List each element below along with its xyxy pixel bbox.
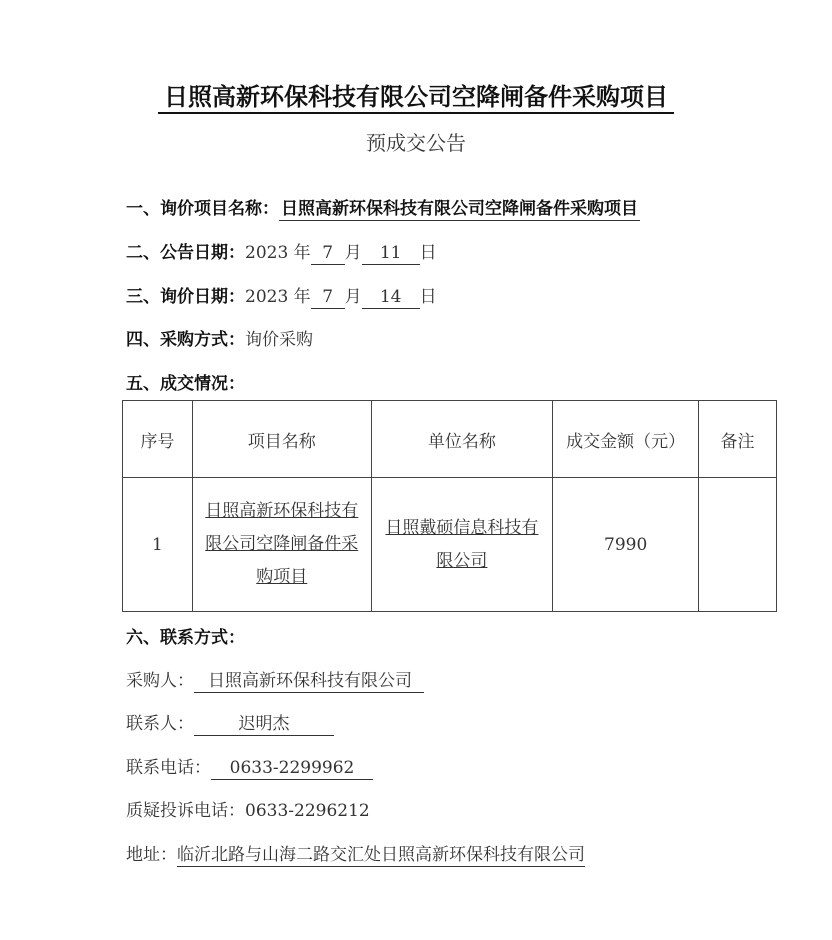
complaint-phone-label: 质疑投诉电话： (126, 801, 245, 821)
buyer-value: 日照高新环保科技有限公司 (194, 672, 424, 693)
cell-company-line: 日照戴硕信息科技有 (385, 517, 539, 538)
purchase-method-label: 四、采购方式： (126, 330, 245, 350)
contact-person-line (126, 709, 334, 736)
cell-index: 1 (123, 478, 193, 612)
contact-person-label: 联系人： (126, 714, 194, 734)
announce-date-month-suffix: 月 (344, 243, 362, 263)
inquiry-date-line (126, 282, 437, 309)
cell-company-line: 限公司 (436, 550, 488, 571)
table-header-row (123, 401, 777, 478)
inquiry-date-day: 14 (362, 288, 420, 309)
contact-heading-line (126, 623, 245, 648)
announce-date-day-suffix: 日 (419, 243, 437, 263)
announce-date-month: 7 (311, 244, 345, 265)
inquiry-date-month-suffix: 月 (344, 287, 362, 307)
complaint-phone-line (126, 796, 370, 821)
address-line (126, 840, 585, 867)
announce-date-year-suffix: 年 (293, 243, 311, 263)
cell-project-name (192, 478, 371, 612)
purchase-method-line (126, 325, 313, 350)
announce-date-label: 二、公告日期： (126, 243, 245, 263)
cell-project-line: 购项目 (256, 567, 308, 587)
address-value: 临沂北路与山海二路交汇处日照高新环保科技有限公司 (177, 845, 585, 865)
deal-result-line (126, 369, 245, 394)
header-remark: 备注 (699, 401, 777, 478)
deal-table (122, 400, 777, 612)
project-name-line (126, 194, 640, 221)
document-title (0, 77, 832, 112)
document-title-text: 日照高新环保科技有限公司空降闸备件采购项目 (158, 82, 674, 114)
buyer-line (126, 666, 424, 693)
address-label: 地址： (126, 845, 177, 865)
cell-project-line: 限公司空降闸备件采 (205, 534, 359, 554)
deal-result-label: 五、成交情况： (126, 374, 245, 394)
announce-date-day: 11 (362, 244, 420, 265)
cell-project-line: 日照高新环保科技有 (205, 501, 359, 521)
project-name-value: 日照高新环保科技有限公司空降闸备件采购项目 (281, 199, 638, 219)
inquiry-date-year: 2023 (245, 287, 289, 307)
header-index: 序号 (123, 401, 193, 478)
inquiry-date-year-suffix: 年 (293, 287, 311, 307)
header-company-name: 单位名称 (371, 401, 553, 478)
cell-company-name (371, 478, 553, 612)
announce-date-year: 2023 (245, 243, 289, 263)
inquiry-date-month: 7 (311, 288, 345, 309)
purchase-method-value: 询价采购 (245, 330, 313, 350)
inquiry-date-day-suffix: 日 (419, 287, 437, 307)
inquiry-date-label: 三、询价日期： (126, 287, 245, 307)
table-row (123, 478, 777, 612)
document-subtitle: 预成交公告 (366, 131, 466, 155)
phone-label: 联系电话： (126, 758, 211, 778)
contact-heading: 六、联系方式： (126, 628, 245, 648)
buyer-label: 采购人： (126, 671, 194, 691)
header-amount: 成交金额（元） (553, 401, 699, 478)
project-name-label: 一、询价项目名称： (126, 199, 279, 219)
header-project-name: 项目名称 (192, 401, 371, 478)
cell-remark (699, 478, 777, 612)
announce-date-line (126, 238, 437, 265)
cell-amount: 7990 (553, 478, 699, 612)
contact-person-value: 迟明杰 (194, 715, 334, 736)
complaint-phone-value: 0633-2296212 (245, 801, 370, 821)
phone-line (126, 753, 373, 780)
phone-value: 0633-2299962 (211, 759, 373, 780)
